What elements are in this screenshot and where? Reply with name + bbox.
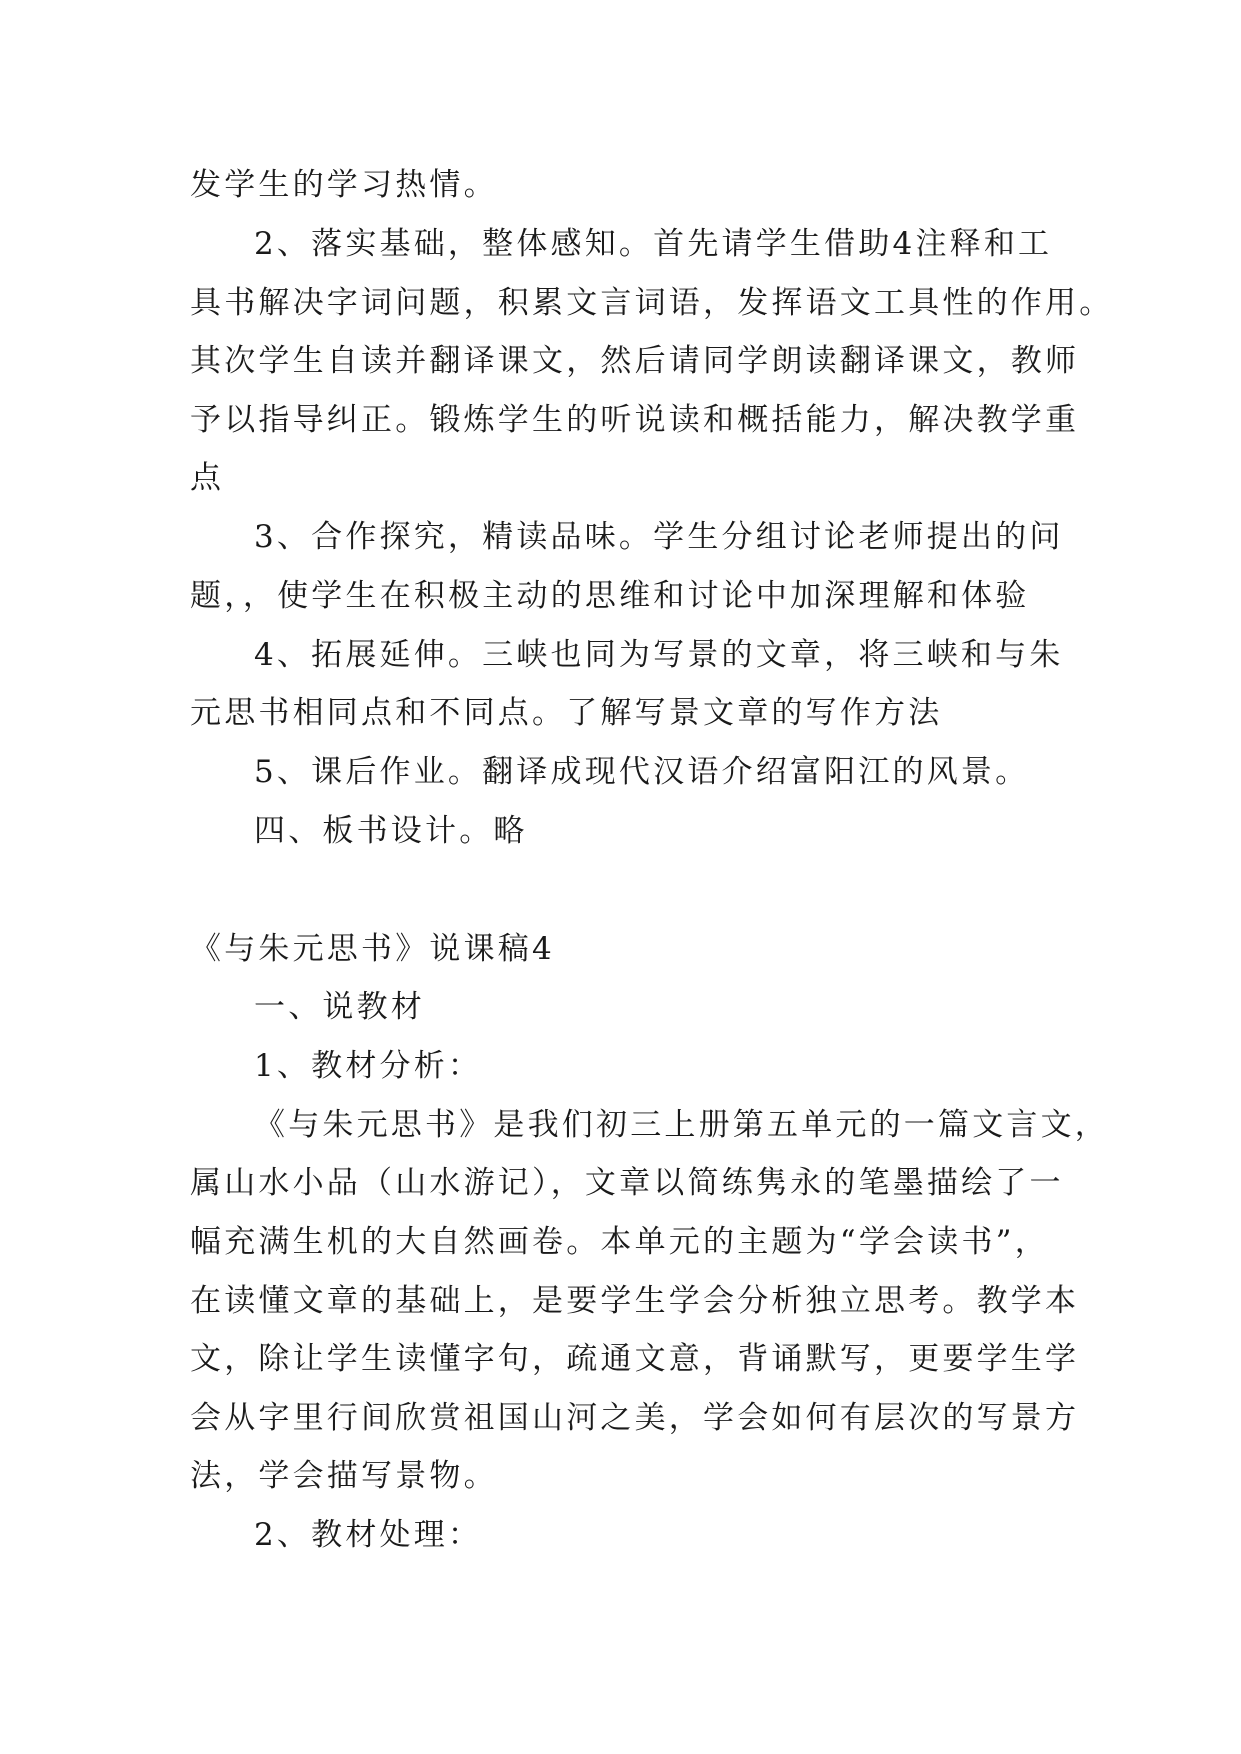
subsection-heading: 2、教材处理： bbox=[254, 1517, 483, 1553]
text-line: 予以指导纠正。锻炼学生的听说读和概括能力，解决教学重 bbox=[190, 402, 1080, 438]
document-title: 《与朱元思书》说课稿4 bbox=[190, 931, 555, 967]
text-line: 发学生的学习热情。 bbox=[190, 167, 498, 203]
text-line: 元思书相同点和不同点。了解写景文章的写作方法 bbox=[190, 695, 943, 731]
text-line: 幅充满生机的大自然画卷。本单元的主题为“学会读书”， bbox=[190, 1224, 1049, 1260]
text-line: 《与朱元思书》是我们初三上册第五单元的一篇文言文， bbox=[254, 1107, 1109, 1143]
section-heading: 四、板书设计。略 bbox=[254, 813, 528, 849]
text-line: 4、拓展延伸。三峡也同为写景的文章，将三峡和与朱 bbox=[254, 637, 1064, 673]
text-line: 5、课后作业。翻译成现代汉语介绍富阳江的风景。 bbox=[254, 754, 1030, 790]
text-line: 题，，使学生在积极主动的思维和讨论中加深理解和体验 bbox=[190, 578, 1030, 614]
text-line: 2、落实基础，整体感知。首先请学生借助4注释和工 bbox=[254, 226, 1053, 262]
text-line: 点 bbox=[190, 460, 225, 496]
text-line: 在读懂文章的基础上，是要学生学会分析独立思考。教学本 bbox=[190, 1283, 1080, 1319]
text-line: 法，学会描写景物。 bbox=[190, 1458, 498, 1494]
subsection-heading: 1、教材分析： bbox=[254, 1048, 483, 1084]
section-heading: 一、说教材 bbox=[254, 989, 425, 1025]
text-line: 具书解决字词问题，积累文言词语，发挥语文工具性的作用。 bbox=[190, 285, 1114, 321]
text-line: 3、合作探究，精读品味。学生分组讨论老师提出的问 bbox=[254, 519, 1064, 555]
text-line: 会从字里行间欣赏祖国山河之美，学会如何有层次的写景方 bbox=[190, 1400, 1080, 1436]
text-line: 其次学生自读并翻译课文，然后请同学朗读翻译课文，教师 bbox=[190, 343, 1080, 379]
text-line: 属山水小品（山水游记），文章以简练隽永的笔墨描绘了一 bbox=[190, 1165, 1064, 1201]
text-line: 文，除让学生读懂字句，疏通文意，背诵默写，更要学生学 bbox=[190, 1341, 1080, 1377]
